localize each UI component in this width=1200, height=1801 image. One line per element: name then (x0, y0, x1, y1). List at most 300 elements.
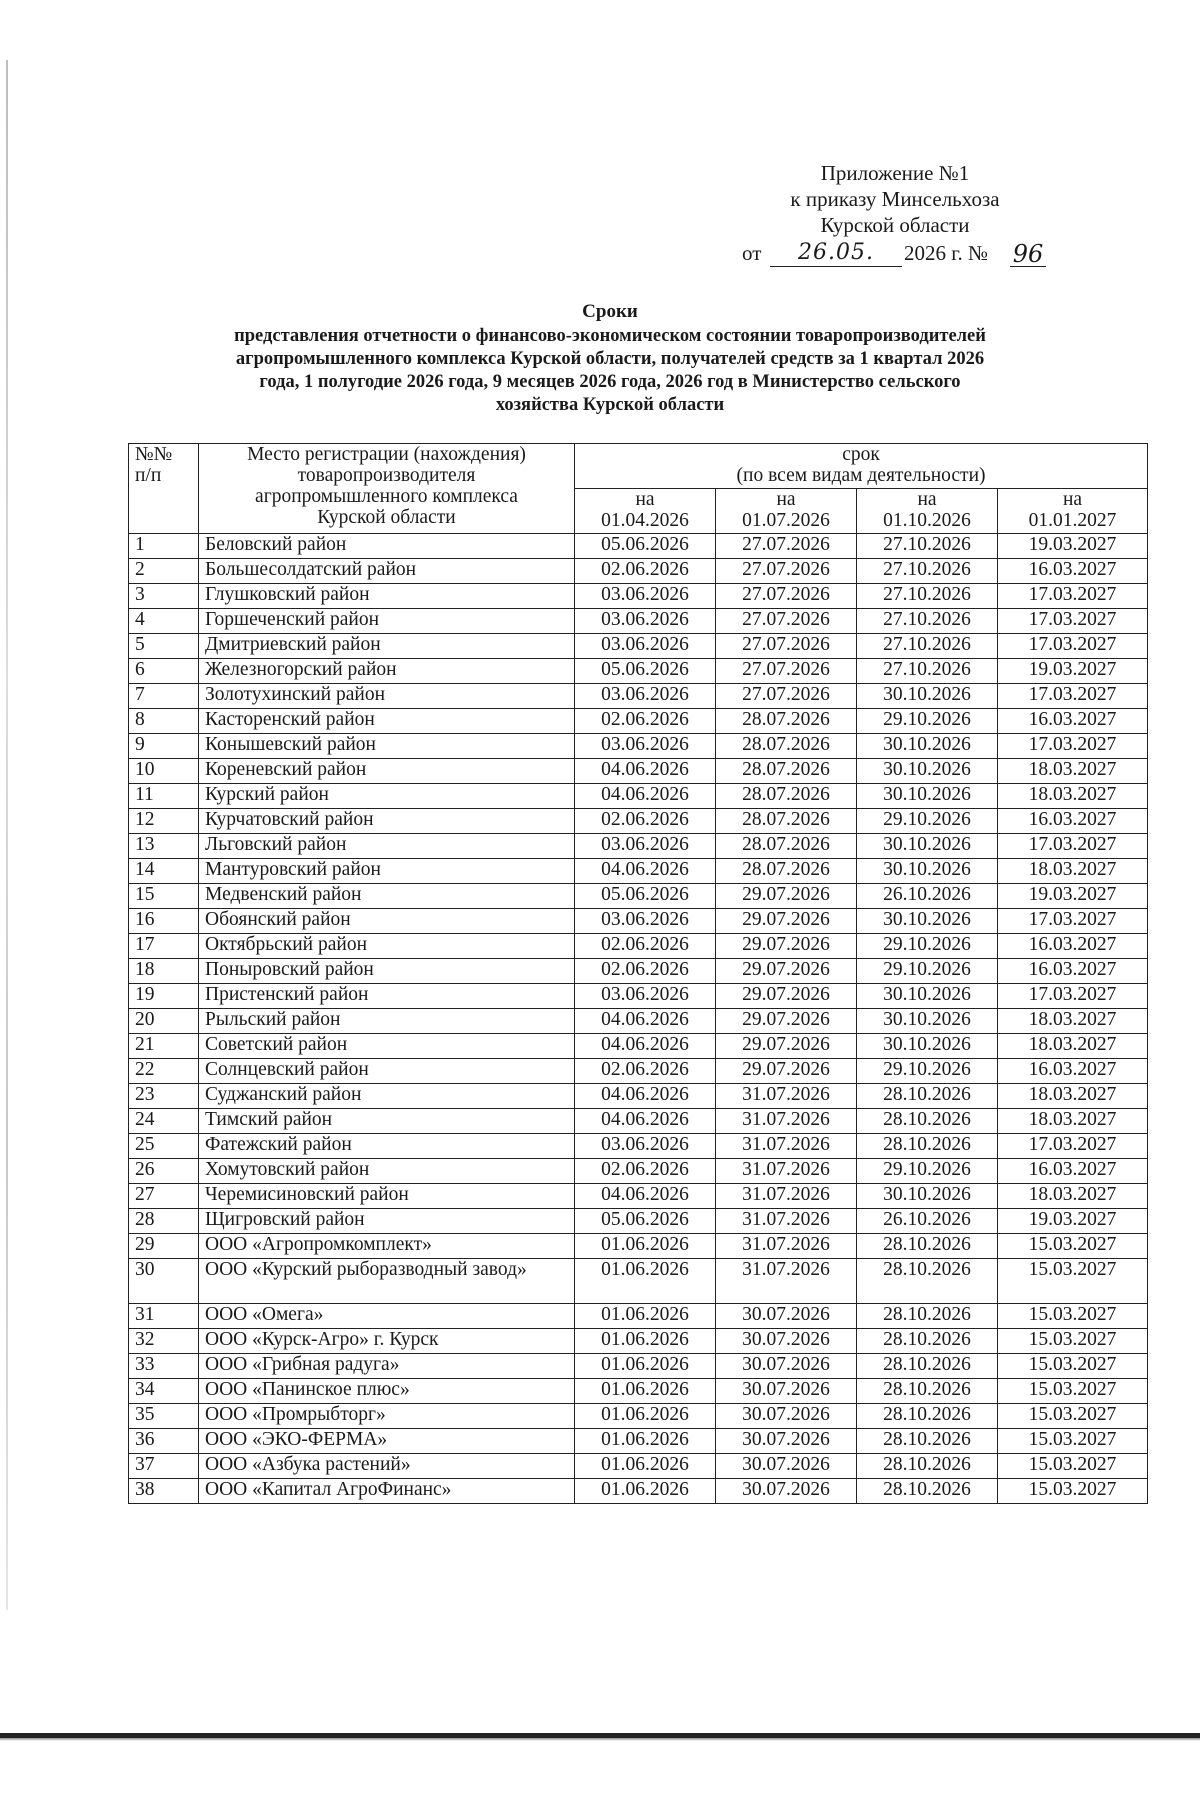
row-date-q1: 02.06.2026 (575, 709, 716, 734)
row-date-9m: 26.10.2026 (857, 1209, 998, 1234)
row-date-9m: 27.10.2026 (857, 609, 998, 634)
row-date-q1: 01.06.2026 (575, 1454, 716, 1479)
table-row (129, 709, 1148, 734)
header-date (716, 489, 857, 534)
header-place-line: Курской области (317, 507, 456, 528)
row-date-h1: 29.07.2026 (716, 1059, 857, 1084)
row-date-year: 17.03.2027 (998, 734, 1148, 759)
table-row (129, 1159, 1148, 1184)
row-date-9m: 30.10.2026 (857, 684, 998, 709)
row-date-q1: 01.06.2026 (575, 1479, 716, 1504)
table-row (129, 959, 1148, 984)
row-place: Хомутовский район (199, 1159, 575, 1184)
header-date-prefix: на (917, 489, 937, 510)
row-date-year: 16.03.2027 (998, 959, 1148, 984)
row-date-q1: 03.06.2026 (575, 909, 716, 934)
row-date-year: 15.03.2027 (998, 1379, 1148, 1404)
row-date-q1: 04.06.2026 (575, 1109, 716, 1134)
row-date-9m: 29.10.2026 (857, 809, 998, 834)
table-row (129, 1479, 1148, 1504)
row-date-9m: 30.10.2026 (857, 834, 998, 859)
row-date-q1: 04.06.2026 (575, 859, 716, 884)
row-date-q1: 02.06.2026 (575, 809, 716, 834)
header-date (575, 489, 716, 534)
row-date-year: 18.03.2027 (998, 784, 1148, 809)
table-row (129, 1184, 1148, 1209)
row-date-h1: 29.07.2026 (716, 909, 857, 934)
row-number: 8 (129, 709, 199, 734)
row-date-year: 18.03.2027 (998, 1009, 1148, 1034)
header-date-value: 01.07.2026 (742, 510, 830, 531)
row-date-9m: 27.10.2026 (857, 534, 998, 559)
order-number-handwritten: 96 (1010, 240, 1046, 267)
row-number: 18 (129, 959, 199, 984)
row-number: 30 (129, 1259, 199, 1304)
row-date-q1: 03.06.2026 (575, 834, 716, 859)
row-place: Курский район (199, 784, 575, 809)
title-heading: Сроки (582, 301, 638, 322)
table-body (129, 534, 1148, 1504)
row-date-9m: 28.10.2026 (857, 1304, 998, 1329)
table-header-row (129, 444, 1148, 489)
row-place: Золотухинский район (199, 684, 575, 709)
row-date-q1: 03.06.2026 (575, 734, 716, 759)
row-date-year: 15.03.2027 (998, 1259, 1148, 1304)
row-date-h1: 29.07.2026 (716, 934, 857, 959)
row-date-year: 17.03.2027 (998, 684, 1148, 709)
table-row (129, 809, 1148, 834)
table-row (129, 1134, 1148, 1159)
table-row (129, 1034, 1148, 1059)
row-date-h1: 27.07.2026 (716, 534, 857, 559)
row-date-q1: 01.06.2026 (575, 1234, 716, 1259)
row-place: Пристенский район (199, 984, 575, 1009)
appendix-line: к приказу Минсельхоза (790, 187, 1000, 211)
header-date-prefix: на (1062, 489, 1083, 510)
row-date-year: 17.03.2027 (998, 584, 1148, 609)
row-place: Глушковский район (199, 584, 575, 609)
header-num-line: п/п (135, 465, 162, 486)
row-date-9m: 30.10.2026 (857, 734, 998, 759)
row-date-h1: 30.07.2026 (716, 1429, 857, 1454)
table-row (129, 1429, 1148, 1454)
row-date-q1: 01.06.2026 (575, 1404, 716, 1429)
header-place-line: Место регистрации (нахождения) (247, 444, 526, 465)
row-number: 7 (129, 684, 199, 709)
row-place: Черемисиновский район (199, 1184, 575, 1209)
appendix-block (735, 160, 1055, 238)
row-number: 20 (129, 1009, 199, 1034)
row-place: Октябрьский район (199, 934, 575, 959)
row-date-year: 18.03.2027 (998, 1109, 1148, 1134)
row-date-year: 16.03.2027 (998, 709, 1148, 734)
row-date-9m: 28.10.2026 (857, 1479, 998, 1504)
row-number: 4 (129, 609, 199, 634)
row-date-q1: 04.06.2026 (575, 1184, 716, 1209)
row-date-q1: 01.06.2026 (575, 1429, 716, 1454)
row-date-9m: 29.10.2026 (857, 709, 998, 734)
order-prefix: от (742, 241, 762, 265)
row-date-9m: 29.10.2026 (857, 934, 998, 959)
row-number: 28 (129, 1209, 199, 1234)
row-date-9m: 30.10.2026 (857, 984, 998, 1009)
row-place: ООО «Курск-Агро» г. Курск (199, 1329, 575, 1354)
row-date-9m: 30.10.2026 (857, 859, 998, 884)
table-row (129, 934, 1148, 959)
row-date-year: 18.03.2027 (998, 759, 1148, 784)
row-date-h1: 28.07.2026 (716, 734, 857, 759)
row-date-year: 16.03.2027 (998, 559, 1148, 584)
table-row (129, 1354, 1148, 1379)
row-date-h1: 31.07.2026 (716, 1184, 857, 1209)
header-date-value: 01.10.2026 (883, 510, 971, 531)
row-place: Кореневский район (199, 759, 575, 784)
scan-margin-line (6, 60, 8, 1610)
row-place: ООО «Панинское плюс» (199, 1379, 575, 1404)
table-row (129, 759, 1148, 784)
order-year: 2026 г. № (904, 241, 989, 265)
row-date-q1: 01.06.2026 (575, 1304, 716, 1329)
row-place: Мантуровский район (199, 859, 575, 884)
row-date-q1: 04.06.2026 (575, 1034, 716, 1059)
table-row (129, 1009, 1148, 1034)
row-place: Суджанский район (199, 1084, 575, 1109)
row-date-year: 15.03.2027 (998, 1329, 1148, 1354)
row-number: 34 (129, 1379, 199, 1404)
row-date-h1: 30.07.2026 (716, 1479, 857, 1504)
row-date-h1: 27.07.2026 (716, 559, 857, 584)
row-date-year: 17.03.2027 (998, 984, 1148, 1009)
row-number: 12 (129, 809, 199, 834)
row-date-q1: 02.06.2026 (575, 959, 716, 984)
header-term-line: срок (842, 444, 880, 465)
row-date-q1: 03.06.2026 (575, 684, 716, 709)
row-date-9m: 28.10.2026 (857, 1259, 998, 1304)
row-number: 22 (129, 1059, 199, 1084)
row-number: 13 (129, 834, 199, 859)
row-date-year: 16.03.2027 (998, 934, 1148, 959)
row-date-q1: 03.06.2026 (575, 609, 716, 634)
row-place: ООО «Грибная радуга» (199, 1354, 575, 1379)
row-place: Курчатовский район (199, 809, 575, 834)
row-date-9m: 28.10.2026 (857, 1404, 998, 1429)
row-date-h1: 31.07.2026 (716, 1209, 857, 1234)
title-line: года, 1 полугодие 2026 года, 9 месяцев 2026 года, 2026 год в Министерство сельского (259, 372, 961, 392)
row-date-year: 19.03.2027 (998, 884, 1148, 909)
row-date-9m: 28.10.2026 (857, 1454, 998, 1479)
row-date-q1: 04.06.2026 (575, 1009, 716, 1034)
row-date-h1: 31.07.2026 (716, 1234, 857, 1259)
row-date-year: 17.03.2027 (998, 834, 1148, 859)
row-date-h1: 29.07.2026 (716, 984, 857, 1009)
row-date-year: 19.03.2027 (998, 659, 1148, 684)
header-date (998, 489, 1148, 534)
row-place: Беловский район (199, 534, 575, 559)
row-number: 21 (129, 1034, 199, 1059)
row-date-h1: 29.07.2026 (716, 884, 857, 909)
row-date-h1: 30.07.2026 (716, 1329, 857, 1354)
row-date-9m: 28.10.2026 (857, 1329, 998, 1354)
row-date-year: 15.03.2027 (998, 1429, 1148, 1454)
table-row (129, 984, 1148, 1009)
table-row (129, 1109, 1148, 1134)
table-row (129, 659, 1148, 684)
row-number: 26 (129, 1159, 199, 1184)
row-date-h1: 28.07.2026 (716, 759, 857, 784)
row-place: Медвенский район (199, 884, 575, 909)
row-date-9m: 30.10.2026 (857, 1184, 998, 1209)
header-term (575, 444, 1148, 489)
row-date-9m: 30.10.2026 (857, 1009, 998, 1034)
header-num (129, 444, 199, 534)
table-row (129, 559, 1148, 584)
row-date-q1: 05.06.2026 (575, 1209, 716, 1234)
row-date-9m: 27.10.2026 (857, 659, 998, 684)
row-date-h1: 31.07.2026 (716, 1084, 857, 1109)
row-date-9m: 27.10.2026 (857, 634, 998, 659)
row-number: 11 (129, 784, 199, 809)
row-date-year: 15.03.2027 (998, 1234, 1148, 1259)
row-date-year: 16.03.2027 (998, 1059, 1148, 1084)
row-place: Советский район (199, 1034, 575, 1059)
row-date-q1: 03.06.2026 (575, 984, 716, 1009)
appendix-line: Приложение №1 (820, 161, 970, 185)
row-place: Фатежский район (199, 1134, 575, 1159)
row-number: 33 (129, 1354, 199, 1379)
row-date-year: 17.03.2027 (998, 909, 1148, 934)
table-row (129, 1259, 1148, 1304)
row-place: Дмитриевский район (199, 634, 575, 659)
header-place (199, 444, 575, 534)
table-row (129, 1084, 1148, 1109)
header-date-value: 01.04.2026 (601, 510, 689, 531)
row-date-h1: 29.07.2026 (716, 1009, 857, 1034)
row-number: 5 (129, 634, 199, 659)
row-place: Горшеченский район (199, 609, 575, 634)
row-date-year: 16.03.2027 (998, 809, 1148, 834)
scan-bottom-shadow (0, 1738, 1200, 1741)
row-date-q1: 05.06.2026 (575, 659, 716, 684)
row-date-9m: 27.10.2026 (857, 559, 998, 584)
row-number: 17 (129, 934, 199, 959)
row-date-h1: 28.07.2026 (716, 859, 857, 884)
row-date-9m: 28.10.2026 (857, 1234, 998, 1259)
row-number: 24 (129, 1109, 199, 1134)
row-date-h1: 29.07.2026 (716, 1034, 857, 1059)
row-date-q1: 02.06.2026 (575, 559, 716, 584)
row-date-9m: 26.10.2026 (857, 884, 998, 909)
row-place: Щигровский район (199, 1209, 575, 1234)
row-date-h1: 30.07.2026 (716, 1454, 857, 1479)
row-number: 38 (129, 1479, 199, 1504)
appendix-line: Курской области (820, 213, 970, 237)
table-row (129, 1454, 1148, 1479)
row-date-year: 15.03.2027 (998, 1404, 1148, 1429)
row-date-h1: 31.07.2026 (716, 1159, 857, 1184)
row-number: 32 (129, 1329, 199, 1354)
row-date-year: 16.03.2027 (998, 1159, 1148, 1184)
row-date-h1: 27.07.2026 (716, 659, 857, 684)
header-date-prefix: на (635, 489, 655, 510)
row-date-year: 15.03.2027 (998, 1354, 1148, 1379)
title-line: хозяйства Курской области (495, 395, 725, 415)
table-row (129, 684, 1148, 709)
row-date-h1: 30.07.2026 (716, 1304, 857, 1329)
row-date-year: 15.03.2027 (998, 1304, 1148, 1329)
row-place: ООО «Курский рыборазводный завод» (199, 1259, 575, 1304)
row-place: Обоянский район (199, 909, 575, 934)
row-date-q1: 04.06.2026 (575, 759, 716, 784)
table-row (129, 1209, 1148, 1234)
row-place: Поныровский район (199, 959, 575, 984)
row-place: Рыльский район (199, 1009, 575, 1034)
row-number: 31 (129, 1304, 199, 1329)
row-place: Солнцевский район (199, 1059, 575, 1084)
row-date-year: 18.03.2027 (998, 859, 1148, 884)
row-date-9m: 30.10.2026 (857, 909, 998, 934)
table-row (129, 534, 1148, 559)
table-row (129, 609, 1148, 634)
row-date-9m: 28.10.2026 (857, 1379, 998, 1404)
row-number: 27 (129, 1184, 199, 1209)
row-number: 2 (129, 559, 199, 584)
row-number: 10 (129, 759, 199, 784)
row-date-year: 19.03.2027 (998, 534, 1148, 559)
row-number: 29 (129, 1234, 199, 1259)
row-place: ООО «Агропромкомплект» (199, 1234, 575, 1259)
row-place: ООО «ЭКО-ФЕРМА» (199, 1429, 575, 1454)
row-place: ООО «Азбука растений» (199, 1454, 575, 1479)
row-date-year: 18.03.2027 (998, 1084, 1148, 1109)
schedule-table (128, 443, 1148, 1504)
order-date-handwritten: 26.05. (770, 240, 902, 267)
row-date-9m: 28.10.2026 (857, 1109, 998, 1134)
row-place: Железногорский район (199, 659, 575, 684)
table-row (129, 1304, 1148, 1329)
row-date-h1: 27.07.2026 (716, 584, 857, 609)
row-date-h1: 31.07.2026 (716, 1259, 857, 1304)
row-number: 14 (129, 859, 199, 884)
row-date-h1: 27.07.2026 (716, 684, 857, 709)
row-place: Конышевский район (199, 734, 575, 759)
table-row (129, 734, 1148, 759)
table-row (129, 584, 1148, 609)
row-number: 6 (129, 659, 199, 684)
row-number: 1 (129, 534, 199, 559)
row-date-9m: 28.10.2026 (857, 1354, 998, 1379)
header-place-line: агропромышленного комплекса (255, 486, 518, 507)
row-date-9m: 30.10.2026 (857, 1034, 998, 1059)
row-date-9m: 27.10.2026 (857, 584, 998, 609)
header-date-value: 01.01.2027 (1028, 510, 1117, 531)
row-date-9m: 29.10.2026 (857, 1059, 998, 1084)
row-number: 15 (129, 884, 199, 909)
row-date-9m: 28.10.2026 (857, 1429, 998, 1454)
row-place: Большесолдатский район (199, 559, 575, 584)
row-date-q1: 02.06.2026 (575, 1159, 716, 1184)
row-date-h1: 29.07.2026 (716, 959, 857, 984)
header-place-line: товаропроизводителя (297, 465, 476, 486)
header-num-line: №№ (135, 444, 173, 465)
row-date-year: 15.03.2027 (998, 1479, 1148, 1504)
row-date-q1: 03.06.2026 (575, 584, 716, 609)
row-date-h1: 31.07.2026 (716, 1134, 857, 1159)
row-date-q1: 03.06.2026 (575, 1134, 716, 1159)
row-date-9m: 29.10.2026 (857, 959, 998, 984)
row-number: 25 (129, 1134, 199, 1159)
row-date-q1: 04.06.2026 (575, 1084, 716, 1109)
row-date-h1: 31.07.2026 (716, 1109, 857, 1134)
row-place: ООО «Омега» (199, 1304, 575, 1329)
title-line: агропромышленного комплекса Курской области, получателей средств за 1 квартал 2026 (235, 349, 985, 369)
row-number: 35 (129, 1404, 199, 1429)
row-date-q1: 05.06.2026 (575, 884, 716, 909)
row-place: Тимский район (199, 1109, 575, 1134)
row-date-q1: 02.06.2026 (575, 934, 716, 959)
row-date-h1: 30.07.2026 (716, 1354, 857, 1379)
header-date-prefix: на (776, 489, 796, 510)
table-row (129, 884, 1148, 909)
row-date-h1: 27.07.2026 (716, 634, 857, 659)
row-date-h1: 28.07.2026 (716, 834, 857, 859)
table-row (129, 784, 1148, 809)
table-row (129, 1404, 1148, 1429)
row-date-q1: 05.06.2026 (575, 534, 716, 559)
row-date-9m: 28.10.2026 (857, 1134, 998, 1159)
row-place: Касторенский район (199, 709, 575, 734)
row-date-year: 18.03.2027 (998, 1184, 1148, 1209)
row-number: 19 (129, 984, 199, 1009)
row-date-q1: 02.06.2026 (575, 1059, 716, 1084)
row-number: 36 (129, 1429, 199, 1454)
table-row (129, 1234, 1148, 1259)
document-title (130, 300, 1090, 417)
table-row (129, 909, 1148, 934)
title-line: представления отчетности о финансово-экономическом состоянии товаропроизводителей (234, 326, 986, 346)
row-place: ООО «Капитал АгроФинанс» (199, 1479, 575, 1504)
table-row (129, 1379, 1148, 1404)
row-number: 23 (129, 1084, 199, 1109)
row-date-h1: 27.07.2026 (716, 609, 857, 634)
row-date-year: 18.03.2027 (998, 1034, 1148, 1059)
row-date-year: 17.03.2027 (998, 609, 1148, 634)
row-place: Льговский район (199, 834, 575, 859)
table-row (129, 1329, 1148, 1354)
row-date-q1: 03.06.2026 (575, 634, 716, 659)
row-number: 37 (129, 1454, 199, 1479)
row-date-9m: 28.10.2026 (857, 1084, 998, 1109)
row-date-year: 19.03.2027 (998, 1209, 1148, 1234)
row-date-h1: 28.07.2026 (716, 709, 857, 734)
row-date-h1: 28.07.2026 (716, 784, 857, 809)
row-date-h1: 30.07.2026 (716, 1379, 857, 1404)
row-date-q1: 01.06.2026 (575, 1379, 716, 1404)
table-row (129, 1059, 1148, 1084)
table-row (129, 859, 1148, 884)
row-date-q1: 01.06.2026 (575, 1354, 716, 1379)
row-date-q1: 04.06.2026 (575, 784, 716, 809)
table-row (129, 634, 1148, 659)
row-date-year: 17.03.2027 (998, 634, 1148, 659)
row-place: ООО «Промрыбторг» (199, 1404, 575, 1429)
row-date-h1: 30.07.2026 (716, 1404, 857, 1429)
row-number: 9 (129, 734, 199, 759)
row-date-q1: 01.06.2026 (575, 1259, 716, 1304)
row-date-year: 17.03.2027 (998, 1134, 1148, 1159)
row-date-year: 15.03.2027 (998, 1454, 1148, 1479)
row-date-9m: 30.10.2026 (857, 759, 998, 784)
row-date-9m: 29.10.2026 (857, 1159, 998, 1184)
